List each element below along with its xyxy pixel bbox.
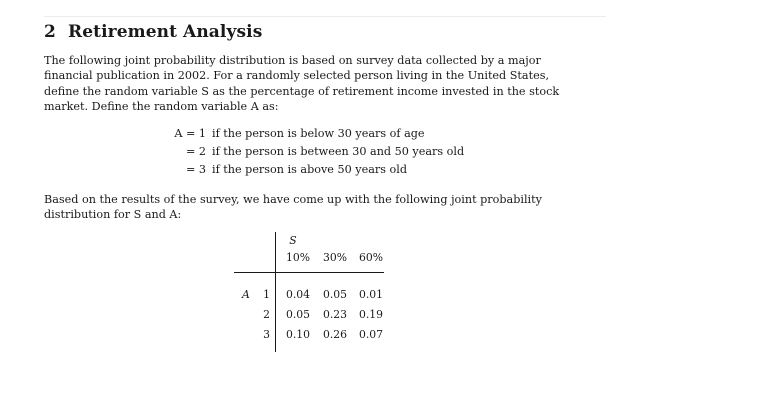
table-cell: 0.05	[322, 288, 348, 301]
table-vertical-rule	[275, 232, 276, 352]
table-cell: 0.01	[358, 288, 384, 301]
table-cell: 0.07	[358, 328, 384, 341]
definition-text: if the person is below 30 years of age	[212, 127, 425, 140]
table-cell: 0.19	[358, 308, 384, 321]
row-label: 2	[263, 308, 270, 321]
section-heading	[44, 22, 262, 42]
top-divider	[44, 16, 606, 17]
column-header: 60%	[359, 251, 383, 264]
table-horizontal-rule	[234, 272, 384, 273]
table-cell: 0.23	[322, 308, 348, 321]
table-cell: 0.26	[322, 328, 348, 341]
definition-text: if the person is between 30 and 50 years old	[212, 145, 465, 159]
column-header: 10%	[286, 251, 310, 264]
definition-lhs: = 2	[185, 145, 206, 159]
row-variable-label: A	[242, 288, 250, 301]
table-cell: 0.05	[285, 308, 311, 321]
column-variable-label: S	[289, 234, 297, 247]
section-number: 2	[44, 22, 56, 42]
definition-row	[172, 143, 464, 161]
intro-paragraph: The following joint probability distribution is based on survey data collected by a major financial publication in 2002. For a randomly selected person living in the United States, define the random variable S as the percentage of retirement income invested in the stock market. Define the random variable A as:	[44, 54, 560, 114]
column-header: 30%	[323, 251, 347, 264]
followup-paragraph: Based on the results of the survey, we have come up with the following joint probability distribution for S and A:	[44, 193, 542, 222]
definition-row	[172, 161, 464, 179]
section-title: Retirement Analysis	[68, 22, 263, 42]
definition-row	[172, 125, 464, 143]
row-label: 1	[263, 288, 270, 301]
joint-probability-table	[234, 232, 384, 352]
definition-text: if the person is above 50 years old	[212, 163, 407, 177]
definition-lhs: = 3	[185, 163, 206, 177]
table-cell: 0.04	[285, 288, 311, 301]
table-cell: 0.10	[285, 328, 311, 341]
definition-list	[172, 125, 464, 180]
definition-lhs: A = 1	[174, 127, 206, 140]
row-label: 3	[263, 328, 270, 341]
